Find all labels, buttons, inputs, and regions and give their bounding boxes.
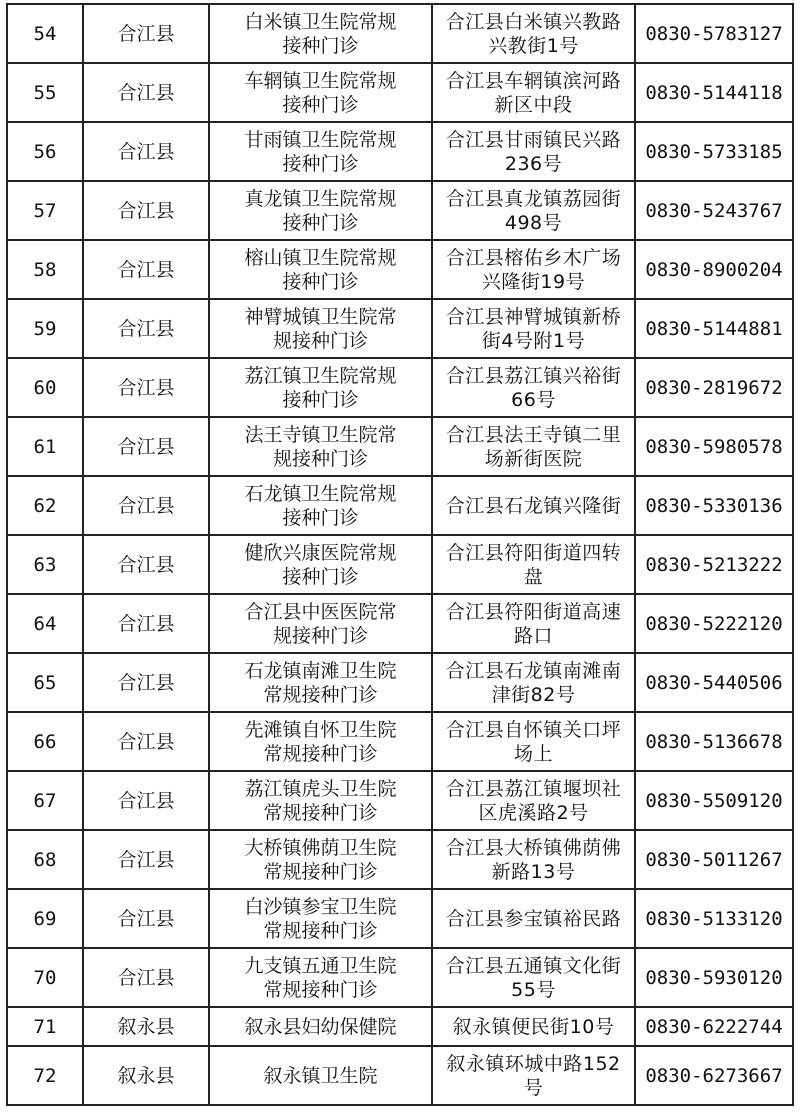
address-line: 新路13号 xyxy=(491,860,576,883)
clinic-name-cell xyxy=(209,1007,432,1046)
county-cell: 叙永县 xyxy=(83,1046,209,1105)
row-number-cell: 62 xyxy=(7,476,83,535)
phone-cell: 0830-2819672 xyxy=(635,358,793,417)
clinic-name-line: 真龙镇卫生院常规 xyxy=(244,187,397,210)
table-row xyxy=(7,889,793,948)
clinic-name-line: 荔江镇虎头卫生院 xyxy=(244,777,397,800)
address-line: 合江县榕佑乡木广场 xyxy=(445,246,622,269)
clinic-name-line: 接种门诊 xyxy=(282,388,359,411)
phone-cell: 0830-5144881 xyxy=(635,299,793,358)
county-cell: 合江县 xyxy=(83,830,209,889)
row-number-cell: 59 xyxy=(7,299,83,358)
address-cell xyxy=(432,535,635,594)
address-cell xyxy=(432,712,635,771)
phone-cell: 0830-5733185 xyxy=(635,122,793,181)
phone-cell: 0830-5222120 xyxy=(635,594,793,653)
clinic-name-line: 石龙镇南滩卫生院 xyxy=(244,659,397,682)
address-line: 合江县车辋镇滨河路 xyxy=(445,69,622,92)
table-row xyxy=(7,4,793,63)
address-cell xyxy=(432,240,635,299)
county-cell: 合江县 xyxy=(83,889,209,948)
vaccination-clinic-table xyxy=(6,3,794,1106)
clinic-name-cell xyxy=(209,771,432,830)
clinic-name-line: 荔江镇卫生院常规 xyxy=(244,364,397,387)
address-line: 津街82号 xyxy=(491,683,576,706)
address-line: 路口 xyxy=(513,624,553,647)
address-line: 号 xyxy=(523,1076,544,1099)
phone-cell: 0830-5213222 xyxy=(635,535,793,594)
clinic-name-line: 规接种门诊 xyxy=(272,329,368,352)
table-row xyxy=(7,358,793,417)
phone-cell: 0830-5243767 xyxy=(635,181,793,240)
phone-cell: 0830-5133120 xyxy=(635,889,793,948)
address-cell xyxy=(432,476,635,535)
clinic-name-line: 规接种门诊 xyxy=(272,624,368,647)
address-line: 叙永镇环城中路152 xyxy=(446,1052,621,1075)
row-number-cell: 60 xyxy=(7,358,83,417)
phone-cell: 0830-5930120 xyxy=(635,948,793,1007)
clinic-name-line: 白米镇卫生院常规 xyxy=(244,10,397,33)
address-line: 合江县符阳街道高速 xyxy=(445,600,622,623)
clinic-name-cell xyxy=(209,63,432,122)
address-line: 合江县神臂城镇新桥 xyxy=(445,305,622,328)
clinic-name-cell xyxy=(209,712,432,771)
county-cell: 合江县 xyxy=(83,181,209,240)
row-number-cell: 54 xyxy=(7,4,83,63)
table-row xyxy=(7,594,793,653)
clinic-name-cell xyxy=(209,240,432,299)
address-cell xyxy=(432,1046,635,1105)
clinic-name-line: 接种门诊 xyxy=(282,34,359,57)
clinic-name-cell xyxy=(209,594,432,653)
clinic-name-cell xyxy=(209,1046,432,1105)
county-cell: 合江县 xyxy=(83,63,209,122)
address-line: 新区中段 xyxy=(494,93,573,116)
county-cell: 合江县 xyxy=(83,712,209,771)
clinic-name-cell xyxy=(209,358,432,417)
phone-cell: 0830-5509120 xyxy=(635,771,793,830)
county-cell: 合江县 xyxy=(83,299,209,358)
clinic-name-line: 规接种门诊 xyxy=(272,447,368,470)
clinic-name-line: 车辋镇卫生院常规 xyxy=(244,69,397,92)
address-line: 合江县石龙镇南滩南 xyxy=(445,659,622,682)
clinic-name-cell xyxy=(209,535,432,594)
address-line: 街4号附1号 xyxy=(481,329,586,352)
clinic-name-cell xyxy=(209,122,432,181)
county-cell: 合江县 xyxy=(83,653,209,712)
clinic-name-line: 常规接种门诊 xyxy=(263,683,378,706)
address-cell xyxy=(432,653,635,712)
county-cell: 合江县 xyxy=(83,122,209,181)
address-line: 兴教街1号 xyxy=(488,34,579,57)
address-cell xyxy=(432,948,635,1007)
phone-cell: 0830-6273667 xyxy=(635,1046,793,1105)
county-cell: 合江县 xyxy=(83,358,209,417)
table-row xyxy=(7,417,793,476)
county-cell: 合江县 xyxy=(83,240,209,299)
address-line: 合江县石龙镇兴隆街 xyxy=(445,494,622,517)
clinic-name-line: 常规接种门诊 xyxy=(263,860,378,883)
phone-cell: 0830-6222744 xyxy=(635,1007,793,1046)
address-line: 合江县自怀镇关口坪 xyxy=(445,718,622,741)
clinic-name-line: 接种门诊 xyxy=(282,506,359,529)
table-row xyxy=(7,181,793,240)
address-cell xyxy=(432,771,635,830)
address-line: 236号 xyxy=(504,152,563,175)
address-cell xyxy=(432,122,635,181)
address-cell xyxy=(432,417,635,476)
address-cell xyxy=(432,889,635,948)
table-row xyxy=(7,63,793,122)
row-number-cell: 70 xyxy=(7,948,83,1007)
clinic-name-line: 常规接种门诊 xyxy=(263,742,378,765)
table-row xyxy=(7,830,793,889)
clinic-name-line: 接种门诊 xyxy=(282,93,359,116)
table-row xyxy=(7,122,793,181)
clinic-name-cell xyxy=(209,181,432,240)
row-number-cell: 63 xyxy=(7,535,83,594)
row-number-cell: 68 xyxy=(7,830,83,889)
address-line: 区虎溪路2号 xyxy=(478,801,589,824)
address-line: 合江县五通镇文化街 xyxy=(445,954,622,977)
clinic-name-line: 叙永镇卫生院 xyxy=(263,1064,378,1087)
address-line: 合江县符阳街道四转 xyxy=(445,541,622,564)
county-cell: 合江县 xyxy=(83,948,209,1007)
address-line: 合江县白米镇兴教路 xyxy=(445,10,622,33)
table-row xyxy=(7,535,793,594)
clinic-name-line: 大桥镇佛荫卫生院 xyxy=(244,836,397,859)
table-row xyxy=(7,299,793,358)
clinic-name-line: 甘雨镇卫生院常规 xyxy=(244,128,397,151)
phone-cell: 0830-5980578 xyxy=(635,417,793,476)
clinic-name-line: 白沙镇参宝卫生院 xyxy=(244,895,397,918)
clinic-name-cell xyxy=(209,653,432,712)
address-cell xyxy=(432,4,635,63)
clinic-name-line: 神臂城镇卫生院常 xyxy=(244,305,397,328)
address-line: 合江县荔江镇兴裕街 xyxy=(445,364,622,387)
table-row xyxy=(7,476,793,535)
address-cell xyxy=(432,181,635,240)
phone-cell: 0830-5330136 xyxy=(635,476,793,535)
address-cell xyxy=(432,830,635,889)
address-line: 合江县法王寺镇二里 xyxy=(445,423,622,446)
clinic-name-line: 接种门诊 xyxy=(282,270,359,293)
phone-cell: 0830-5144118 xyxy=(635,63,793,122)
table-row xyxy=(7,712,793,771)
address-line: 场新街医院 xyxy=(484,447,583,470)
row-number-cell: 71 xyxy=(7,1007,83,1046)
phone-cell: 0830-5011267 xyxy=(635,830,793,889)
county-cell: 合江县 xyxy=(83,771,209,830)
table-row xyxy=(7,1046,793,1105)
row-number-cell: 72 xyxy=(7,1046,83,1105)
clinic-name-cell xyxy=(209,417,432,476)
county-cell: 叙永县 xyxy=(83,1007,209,1046)
county-cell: 合江县 xyxy=(83,535,209,594)
row-number-cell: 66 xyxy=(7,712,83,771)
address-line: 兴隆街19号 xyxy=(481,270,586,293)
address-line: 合江县真龙镇荔园街 xyxy=(445,187,622,210)
address-line: 498号 xyxy=(504,211,563,234)
clinic-name-line: 接种门诊 xyxy=(282,152,359,175)
phone-cell: 0830-5136678 xyxy=(635,712,793,771)
table-row xyxy=(7,948,793,1007)
row-number-cell: 61 xyxy=(7,417,83,476)
phone-cell: 0830-5783127 xyxy=(635,4,793,63)
clinic-name-line: 九支镇五通卫生院 xyxy=(244,954,397,977)
address-line: 盘 xyxy=(523,565,544,588)
clinic-name-line: 接种门诊 xyxy=(282,211,359,234)
clinic-name-line: 健欣兴康医院常规 xyxy=(244,541,397,564)
address-cell xyxy=(432,1007,635,1046)
clinic-name-cell xyxy=(209,889,432,948)
clinic-name-line: 先滩镇自怀卫生院 xyxy=(244,718,397,741)
address-cell xyxy=(432,299,635,358)
address-cell xyxy=(432,358,635,417)
clinic-name-line: 常规接种门诊 xyxy=(263,801,378,824)
row-number-cell: 58 xyxy=(7,240,83,299)
clinic-name-cell xyxy=(209,830,432,889)
county-cell: 合江县 xyxy=(83,476,209,535)
table-row xyxy=(7,771,793,830)
clinic-name-line: 法王寺镇卫生院常 xyxy=(244,423,397,446)
county-cell: 合江县 xyxy=(83,4,209,63)
table-row xyxy=(7,240,793,299)
address-line: 合江县荔江镇堰坝社 xyxy=(445,777,622,800)
county-cell: 合江县 xyxy=(83,594,209,653)
row-number-cell: 64 xyxy=(7,594,83,653)
row-number-cell: 67 xyxy=(7,771,83,830)
clinic-name-line: 榕山镇卫生院常规 xyxy=(244,246,397,269)
address-line: 合江县甘雨镇民兴路 xyxy=(445,128,622,151)
address-line: 场上 xyxy=(513,742,553,765)
phone-cell: 0830-5440506 xyxy=(635,653,793,712)
clinic-name-line: 常规接种门诊 xyxy=(263,978,378,1001)
address-line: 55号 xyxy=(511,978,556,1001)
row-number-cell: 56 xyxy=(7,122,83,181)
clinic-name-cell xyxy=(209,299,432,358)
address-line: 66号 xyxy=(511,388,556,411)
clinic-name-line: 叙永县妇幼保健院 xyxy=(244,1015,397,1038)
table-row xyxy=(7,1007,793,1046)
clinic-name-cell xyxy=(209,476,432,535)
county-cell: 合江县 xyxy=(83,417,209,476)
clinic-name-cell xyxy=(209,948,432,1007)
table-row xyxy=(7,653,793,712)
phone-cell: 0830-8900204 xyxy=(635,240,793,299)
row-number-cell: 55 xyxy=(7,63,83,122)
row-number-cell: 65 xyxy=(7,653,83,712)
clinic-name-line: 合江县中医医院常 xyxy=(244,600,397,623)
clinic-name-cell xyxy=(209,4,432,63)
address-line: 合江县大桥镇佛荫佛 xyxy=(445,836,622,859)
address-cell xyxy=(432,63,635,122)
address-line: 叙永镇便民街10号 xyxy=(452,1015,615,1038)
address-cell xyxy=(432,594,635,653)
address-line: 合江县参宝镇裕民路 xyxy=(445,907,622,930)
row-number-cell: 57 xyxy=(7,181,83,240)
clinic-name-line: 常规接种门诊 xyxy=(263,919,378,942)
clinic-name-line: 石龙镇卫生院常规 xyxy=(244,482,397,505)
row-number-cell: 69 xyxy=(7,889,83,948)
clinic-name-line: 接种门诊 xyxy=(282,565,359,588)
